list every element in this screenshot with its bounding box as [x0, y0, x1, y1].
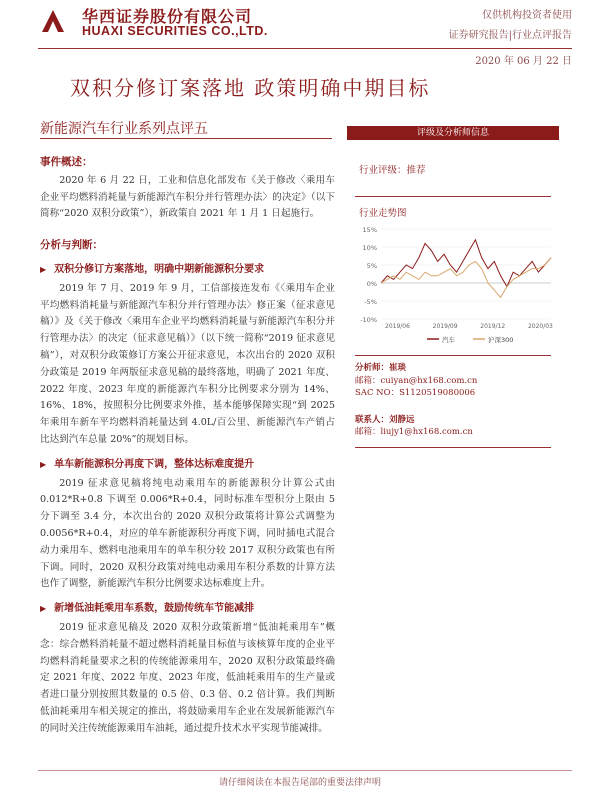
triangle-bullet-icon: ▶ [40, 264, 47, 274]
legend-label: 汽车 [442, 336, 455, 344]
series-line-2 [381, 258, 551, 298]
y-tick-label: 0% [366, 280, 377, 288]
bullet-paragraph-1: 2019 年 7 月、2019 年 9 月，工信部接连发布《〈乘用车企业平均燃料消耗量与新能源汽车积分并行管理办法〉修正案（征求意见稿）》及《关于修改〈乘用车企业平均燃料消耗量与新能源汽车积分并行管理办法〉的决定（征求意见稿）》（以下统一简称“2019 征求意见稿”），对双积分政策修订方案公开征求意见，本次出台的 2020 双积分政策是 2019 年两版征求意见稿的最终落地，明确了 2021 年度、2022 年度、2023 年度的新能源汽车积分比例要求分别为 14%、16%、18%，按照积分比例要求外推，基本能够保障实现“到 2025 年乘用车新车平均燃料消耗量达到 4.0L/百公里、新能源汽车产销占比达到汽车总量 20%”的规划目标。 [40, 282, 335, 445]
analyst-1-sac: SAC NO：S1120519080006 [355, 388, 476, 398]
analyst-2 [355, 414, 559, 439]
y-tick-label: 10% [362, 244, 377, 252]
sidebar-divider [355, 355, 551, 356]
bullet-paragraph-3: 2019 征求意见稿及 2020 双积分政策新增“低油耗乘用车”概念：综合燃料消耗量不超过燃料消耗量目标值与该核算年度的企业平均燃料消耗量要求之积的传统能源乘用车，2020 双积分政策最终确定 2021 年度、2022 年度、2023 年度，低油耗乘用车的生产量或者进口量分别按照其数量的 0.5 倍、0.3 倍、0.2 倍计算。我们判断低油耗乘用车相关规定的推出，将鼓励乘用车企业在发展新能源汽车的同时关注传统能源乘用车油耗，通过提升技术水平实现节能减排。 [40, 621, 335, 734]
sidebar-header: 评级及分析师信息 [347, 126, 559, 140]
sidebar-divider [355, 447, 551, 448]
x-tick-label: 2020/03 [527, 323, 553, 330]
bullet-heading-2: ▶ 单车新能源积分再度下调，整体达标难度提升 [40, 457, 335, 474]
header-divider [38, 48, 572, 49]
legend-label: 沪深300 [488, 336, 514, 344]
company-name-en: HUAXI SECURITIES CO.,LTD. [82, 24, 268, 38]
analyst-2-email: 邮箱：liujy1@hx168.com.cn [355, 427, 473, 437]
triangle-bullet-icon: ▶ [40, 604, 47, 614]
main-content [40, 150, 335, 738]
analyst-1-name: 分析师：崔琰 [355, 363, 407, 373]
report-subtitle: 新能源汽车行业系列点评五 [40, 121, 208, 137]
investor-notice: 仅供机构投资者使用 [482, 10, 572, 21]
sidebar-divider [355, 196, 551, 197]
report-type: 证券研究报告|行业点评报告 [448, 30, 572, 41]
bullet-heading-3: ▶ 新增低油耗乘用车系数，鼓励传统车节能减排 [40, 601, 335, 618]
analysis-heading: 分析与判断： [40, 239, 103, 252]
x-tick-label: 2019/09 [432, 323, 458, 330]
report-title: 双积分修订案落地 政策明确中期目标 [70, 76, 431, 100]
report-date: 2020 年 06 月 22 日 [475, 56, 572, 67]
industry-rating: 行业评级：推荐 [359, 165, 426, 176]
event-heading: 事件概述： [40, 156, 93, 168]
analyst-2-name: 联系人：刘静远 [355, 414, 415, 425]
y-tick-label: 15% [362, 226, 377, 234]
subtitle-divider [40, 138, 332, 139]
bullet-paragraph-2: 2019 征求意见稿将纯电动乘用车的新能源积分计算公式由 0.012*R+0.8 下调至 0.006*R+0.4，同时标准车型积分上限由 5 分下调至 3.4 分，本次出台的 2020 双积分政策将计算公式调整为 0.0056*R+0.4，对应的单车新能源积分再度下调，同时插电式混合动力乘用车、燃料电池乘用车的单车积分较 2017 双积分政策也有所下调。同时，2020 双积分政策对纯电动乘用车积分系数的计算方法也作了调整，新能源汽车积分比例要求达标难度上升。 [40, 477, 335, 590]
x-tick-label: 2019/06 [385, 323, 410, 330]
y-tick-label: -5% [364, 298, 377, 306]
legal-notice: 请仔细阅读在本报告尾部的重要法律声明 [218, 778, 381, 788]
analyst-1 [355, 362, 559, 400]
sidebar [347, 126, 559, 448]
bullet-heading-1: ▶ 双积分修订方案落地，明确中期新能源积分要求 [40, 262, 335, 279]
industry-trend-chart [347, 221, 559, 349]
analyst-1-email: 邮箱：cuiyan@hx168.com.cn [355, 375, 478, 386]
trend-chart-label: 行业走势图 [359, 208, 407, 219]
company-name-cn: 华西证券股份有限公司 [82, 7, 253, 26]
footer-divider [38, 770, 572, 771]
event-paragraph: 2020 年 6 月 22 日，工业和信息化部发布《关于修改〈乘用车企业平均燃料消耗量与新能源汽车积分并行管理办法〉的决定》（以下简称“2020 双积分政策”），新政策自 2021 年 1 月 1 日起施行。 [40, 174, 335, 220]
y-tick-label: 5% [366, 262, 377, 270]
x-tick-label: 2019/12 [480, 323, 506, 330]
y-tick-label: -10% [360, 316, 377, 324]
huaxi-logo [38, 6, 68, 36]
triangle-bullet-icon: ▶ [40, 459, 47, 469]
